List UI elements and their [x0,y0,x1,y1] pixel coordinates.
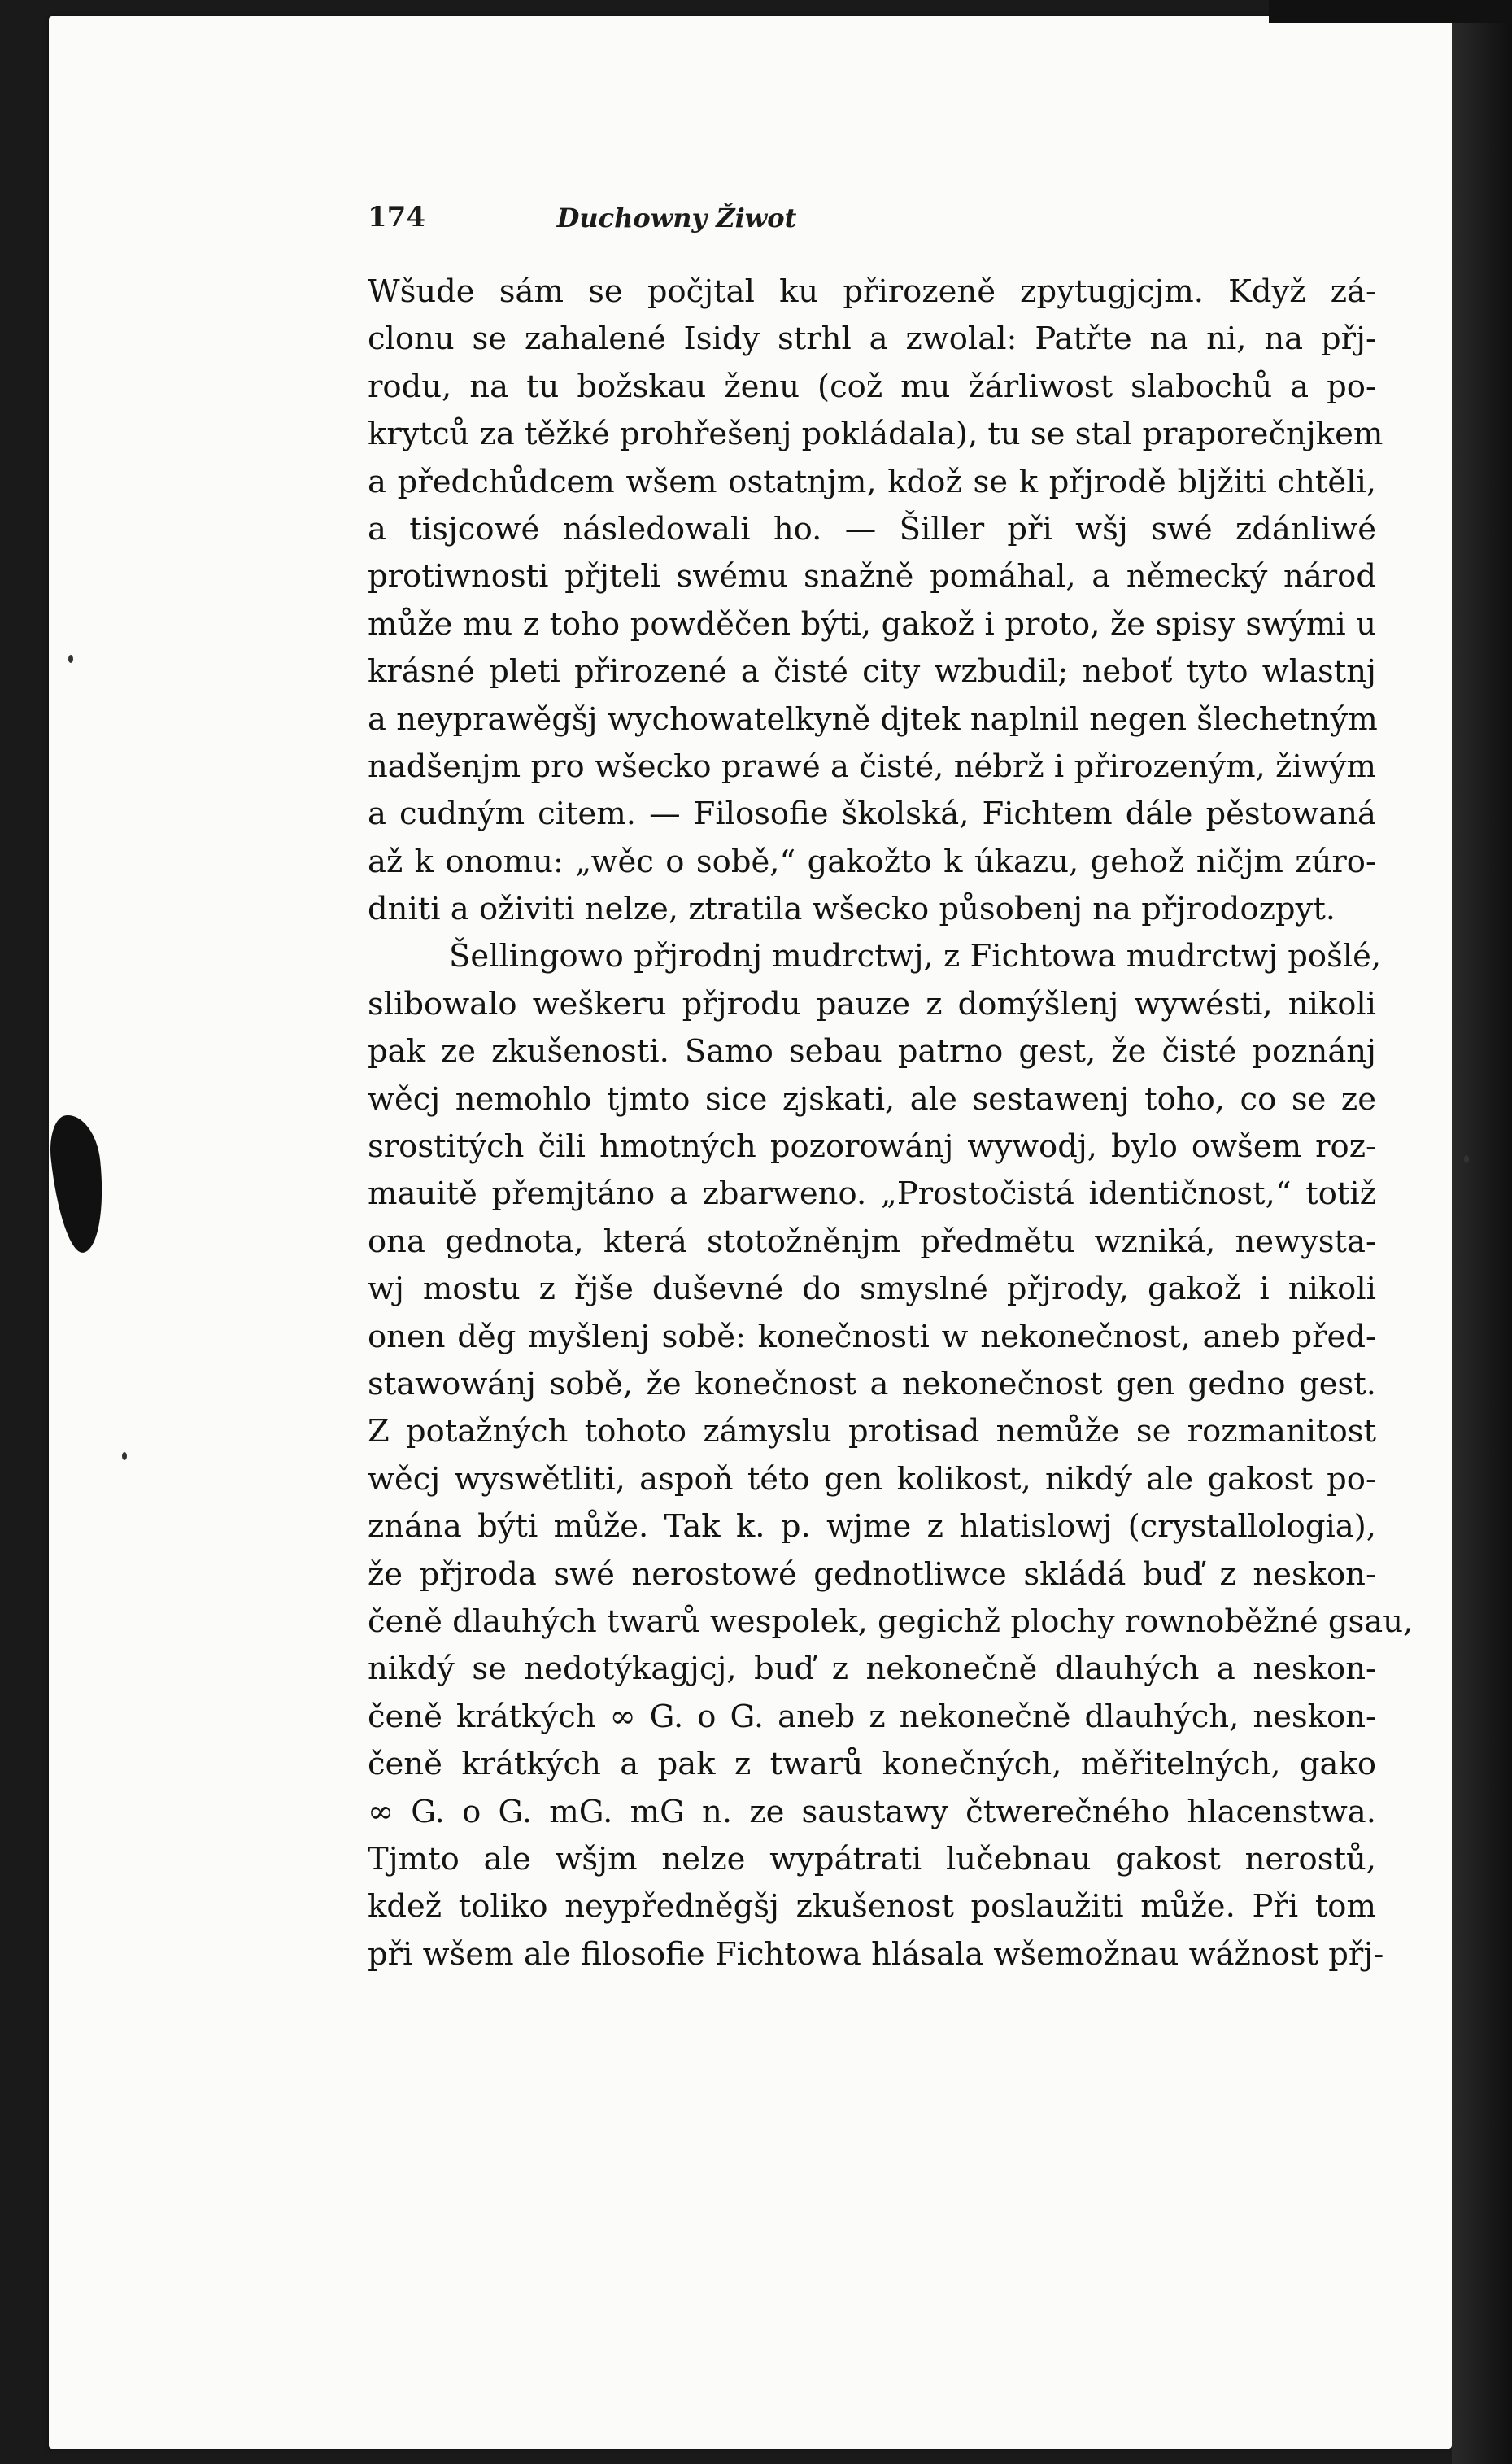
text-line: krásné pleti přirozené a čisté city wzbudil; neboť tyto wlastnj [368,653,1376,691]
text-line: wěcj nemohlo tjmto sice zjskati, ale sestawenj toho, co se ze [368,1080,1376,1118]
text-line: Tjmto ale wšjm nelze wypátrati lučebnau gakost nerostů, [368,1840,1376,1877]
running-title: Duchowny Žiwot [556,203,797,233]
text-line: protiwnosti přjteli swému snažně pomáhal, a německý národ [368,558,1376,595]
text-line: ∞ G. o G. mG. mG n. ze saustawy čtwerečného hlacenstwa. [368,1793,1376,1830]
text-line: onen děg myšlenj sobě: konečnosti w nekonečnost, aneb před- [368,1318,1376,1355]
text-line: krytců za těžké prohřešenj pokládala), tu se stal praporečnjkem [368,416,1383,453]
text-line: kdež toliko neypředněgšj zkušenost poslaužiti může. Při tom [368,1888,1376,1925]
text-line: a neyprawěgšj wychowatelkyně djtek naplnil negen šlechetným [368,700,1378,738]
body-text [368,268,1414,1978]
text-line: Wšude sám se počjtal ku přirozeně zpytugjcjm. Když zá- [368,273,1376,310]
page-header [368,201,1392,242]
text-line: rodu, na tu božskau ženu (což mu žárliwost slabochů a po- [368,368,1376,405]
text-line: stawowánj sobě, že konečnost a nekonečnost gen gedno gest. [368,1365,1376,1402]
ink-speck [68,655,73,663]
text-line: mauitě přemjtáno a zbarweno. „Prostočistá identičnost,“ totiž [368,1175,1376,1213]
text-line: pak ze zkušenosti. Samo sebau patrno gest, že čisté poznánj [368,1033,1376,1071]
text-line: wj mostu z řjše duševné do smyslné přjrody, gakož i nikoli [368,1271,1376,1308]
text-line: může mu z toho powděčen býti, gakož i proto, že spisy swými u [368,605,1376,643]
text-line: že přjroda swé nerostowé gednotliwce skládá buď z neskon- [368,1555,1376,1593]
text-line: Z potažných tohoto zámyslu protisad nemůže se rozmanitost [368,1413,1376,1450]
text-line: Šellingowo přjrodnj mudrctwj, z Fichtowa mudrctwj pošlé, [449,938,1382,975]
text-line: při wšem ale filosofie Fichtowa hlásala wšemožnau wážnost přj- [368,1935,1384,1973]
scan-edge-right [1452,0,1512,2464]
text-line: nikdý se nedotýkagjcj, buď z nekonečně dlauhých a neskon- [368,1651,1376,1688]
text-line: nadšenjm pro wšecko prawé a čisté, nébrž i přirozeným, žiwým [368,748,1376,785]
text-line: a cudným citem. — Filosofie školská, Fichtem dále pěstowaná [368,796,1376,833]
scan-edge-top [1269,0,1512,23]
ink-speck [122,1452,127,1460]
page-number: 174 [368,201,425,233]
text-line: čeně krátkých ∞ G. o G. aneb z nekonečně dlauhých, neskon- [368,1698,1376,1735]
text-line: až k onomu: „wěc o sobě,“ gakožto k úkazu, gehož ničjm zúro- [368,843,1376,880]
text-line: a předchůdcem wšem ostatnjm, kdož se k přjrodě bljžiti chtěli, [368,463,1376,500]
text-line: clonu se zahalené Isidy strhl a zwolal: Patřte na ni, na přj- [368,321,1376,358]
text-line: čeně dlauhých twarů wespolek, gegichž plochy rownoběžné gsau, [368,1603,1414,1640]
text-line: ona gednota, která stotožněnjm předmětu wzniká, newysta- [368,1223,1376,1260]
text-line: srostitých čili hmotných pozorowánj wywodj, bylo owšem roz- [368,1128,1376,1166]
text-line: slibowalo weškeru přjrodu pauze z domýšlenj wywésti, nikoli [368,985,1376,1023]
text-line: wěcj wyswětliti, aspoň této gen kolikost, nikdý ale gakost po- [368,1460,1376,1498]
text-line: dniti a oživiti nelze, ztratila wšecko působenj na přjrodozpyt. [368,891,1336,928]
ink-speck [1464,1155,1469,1163]
text-line: znána býti může. Tak k. p. wjme z hlatislowj (crystallologia), [368,1508,1376,1546]
text-line: a tisjcowé následowali ho. — Šiller při wšj swé zdánliwé [368,510,1376,547]
text-line: čeně krátkých a pak z twarů konečných, měřitelných, gako [368,1746,1376,1783]
